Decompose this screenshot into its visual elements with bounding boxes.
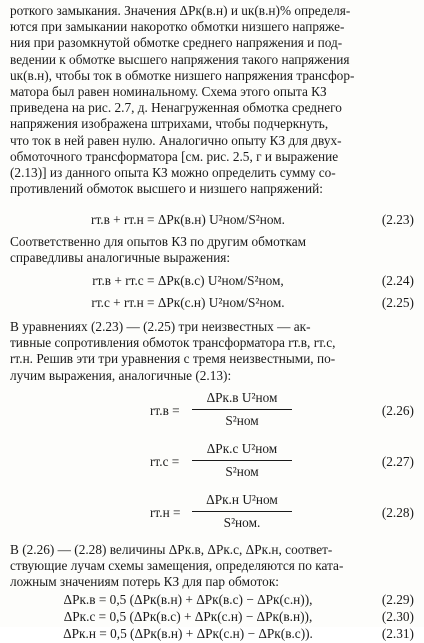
equation-number: (2.27) — [381, 454, 414, 469]
text-line: В (2.26) — (2.28) величины ΔPк.в, ΔPк.с, ΔPк.н, соответ- — [10, 542, 333, 557]
paragraph-4 — [10, 542, 410, 591]
equation-number: (2.30) — [381, 609, 414, 624]
text-line: противлений обмоток высшего и низшего напряжений: — [10, 181, 323, 197]
paragraph-3 — [10, 319, 410, 384]
fraction-numerator: ΔPк.с U²ном — [206, 441, 278, 456]
text-line: ются при замыкании накоротко обмотки низшего напряже- — [10, 19, 345, 35]
text-line: что ток в ней равен нулю. Аналогично опыту КЗ для двух- — [10, 132, 342, 148]
text-line: ствующие лучам схемы замещения, определяются по ката- — [10, 558, 344, 574]
equation-2-29 — [0, 591, 424, 609]
fraction-denominator: S²ном. — [223, 515, 261, 530]
text-line: ложным значениям потерь КЗ для пар обмоток: — [10, 574, 279, 590]
equation-formula: rт.в + rт.н = ΔPк(в.н) U²ном/S²ном. — [91, 212, 285, 227]
equation-2-28 — [0, 488, 424, 540]
equation-number: (2.24) — [381, 273, 414, 288]
equation-formula: ΔPк.в = 0,5 (ΔPк(в.н) + ΔPк(в.с) − ΔPк(с.н)), — [63, 592, 313, 607]
text-line: Соответственно для опытов КЗ по другим обмоткам — [10, 234, 307, 249]
fraction — [192, 386, 292, 433]
text-line: ведении к обмотке высшего напряжения такого напряжения — [10, 51, 350, 67]
text-line: обмоточного трансформатора [см. рис. 2.5, г и выражение — [10, 148, 339, 164]
text-line: ния при разомкнутой обмотке среднего напряжения и под- — [10, 35, 343, 51]
text-line: тивные сопротивления обмоток трансформатора rт.в, rт.с, — [10, 335, 336, 351]
equation-number: (2.23) — [381, 212, 414, 227]
equation-number: (2.29) — [381, 592, 414, 607]
equation-number: (2.28) — [381, 505, 414, 520]
fraction-denominator: S²ном — [225, 413, 259, 428]
equation-formula: ΔPк.н = 0,5 (ΔPк(в.н) + ΔPк(с.н) − ΔPк(в.с)). — [63, 626, 313, 641]
equation-2-30 — [0, 608, 424, 626]
equation-lhs: rт.с = — [150, 454, 180, 469]
equation-formula: rт.в + rт.с = ΔPк(в.с) U²ном/S²ном, — [92, 273, 284, 288]
equation-number: (2.25) — [381, 295, 414, 310]
equation-number: (2.26) — [381, 403, 414, 418]
fraction-bar — [192, 460, 292, 461]
equation-formula: rт.с + rт.н = ΔPк(с.н) U²ном/S²ном. — [91, 295, 285, 310]
fraction — [192, 437, 292, 484]
equation-2-23 — [0, 211, 424, 229]
text-line: напряжения изображена штрихами, чтобы подчеркнуть, — [10, 116, 329, 132]
fraction-bar — [192, 409, 292, 410]
equation-2-27 — [0, 437, 424, 489]
text-line: матора был равен номинальному. Схема этого опыта КЗ — [10, 84, 327, 100]
paragraph-2 — [10, 234, 410, 266]
text-line: В уравнениях (2.23) — (2.25) три неизвестных — ак- — [10, 319, 311, 334]
paragraph-intro — [10, 3, 410, 197]
equation-lhs: rт.в = — [150, 403, 180, 418]
equation-2-31 — [0, 625, 424, 643]
text-line: приведена на рис. 2.7, д. Ненагруженная обмотка среднего — [10, 100, 342, 116]
text-line: (2.13)] из данного опыта КЗ можно определить сумму со- — [10, 165, 336, 181]
text-line: rт.н. Решив эти три уравнения с тремя неизвестными, по- — [10, 351, 336, 367]
fraction-bar — [192, 511, 292, 512]
text-line: лучим выражения, аналогичные (2.13): — [10, 367, 232, 383]
fraction-numerator: ΔPк.н U²ном — [206, 492, 278, 507]
equation-2-26 — [0, 386, 424, 438]
text-line: справедливы аналогичные выражения: — [10, 250, 231, 266]
equation-2-24 — [0, 272, 424, 290]
fraction-denominator: S²ном — [225, 464, 259, 479]
equation-lhs: rт.н = — [150, 505, 181, 520]
equation-number: (2.31) — [381, 626, 414, 641]
text-line: uк(в.н), чтобы ток в обмотке низшего напряжения трансфор- — [10, 67, 355, 83]
fraction — [192, 488, 292, 535]
equation-formula: ΔPк.с = 0,5 (ΔPк(в.с) + ΔPк(с.н) − ΔPк(в.н)), — [63, 609, 313, 624]
fraction-numerator: ΔPк.в U²ном — [206, 390, 278, 405]
equation-2-25 — [0, 294, 424, 312]
text-line: роткого замыкания. Значения ΔPк(в.н) и uк(в.н)% определя- — [10, 3, 351, 18]
